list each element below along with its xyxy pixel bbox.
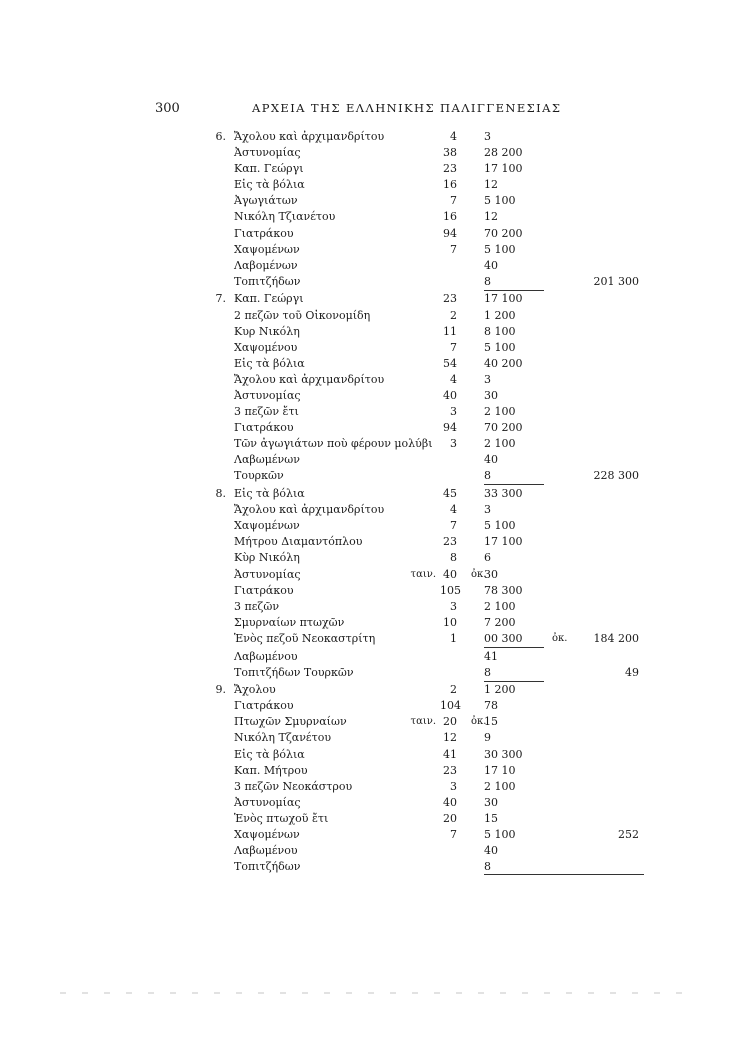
quantity: 3	[450, 405, 457, 419]
running-title: ΑΡΧΕΙΑ ΤΗΣ ΕΛΛΗΝΙΚΗΣ ΠΑΛΙΓΓΕΝΕΣΙΑΣ	[252, 101, 562, 115]
entry-name: Καπ. Μήτρου	[234, 763, 308, 777]
quantity: 94	[443, 226, 457, 240]
amount: 00 300	[484, 631, 544, 648]
entry-number: 6.	[215, 130, 226, 143]
amount: 3	[484, 503, 491, 517]
amount: 7 200	[484, 615, 516, 629]
amount: 40	[484, 844, 498, 858]
amount: 30 300	[484, 747, 523, 761]
amount: 5 100	[484, 519, 516, 533]
quantity: 7	[450, 242, 457, 256]
entry-name: Εἰς τὰ βόλια	[234, 178, 305, 192]
entry-name: Τοπιτζήδων	[234, 860, 301, 874]
entry-name: Καπ. Γεώργι	[234, 292, 304, 306]
amount: 15	[484, 811, 498, 825]
amount: 8	[484, 665, 544, 682]
quantity: 23	[443, 535, 457, 549]
quantity: 105	[440, 583, 461, 597]
quantity: 4	[450, 503, 457, 517]
ledger-row	[0, 274, 744, 290]
ledger-row	[0, 356, 744, 372]
ledger-row	[0, 795, 744, 811]
entry-name: Κὺρ Νικόλη	[234, 551, 300, 565]
ledger-row	[0, 209, 744, 225]
ledger-row	[0, 420, 744, 436]
amount: 2 100	[484, 599, 516, 613]
amount: 28 200	[484, 146, 523, 160]
ledger-row	[0, 859, 744, 875]
ledger-row	[0, 714, 744, 730]
ledger-row	[0, 502, 744, 518]
amount: 12	[484, 178, 498, 192]
quantity: 2	[450, 683, 457, 697]
entry-name: Ἑνὸς πεζοῦ Νεοκαστρίτη	[234, 631, 376, 645]
entry-name: Λαβομένων	[234, 258, 298, 272]
entry-name: Γιατράκου	[234, 421, 294, 435]
ledger-row	[0, 682, 744, 698]
amount: 78 300	[484, 583, 523, 597]
quantity: 7	[450, 519, 457, 533]
quantity: 8	[450, 551, 457, 565]
ledger-row	[0, 747, 744, 763]
amount: 78	[484, 699, 498, 713]
quantity: 45	[443, 487, 457, 501]
entry-name: Ἀστυνομίας	[234, 146, 301, 160]
quantity: 1	[450, 631, 457, 645]
ledger-table	[0, 129, 744, 875]
entry-name: Χαψομένων	[234, 828, 300, 842]
amount: 9	[484, 731, 491, 745]
entry-name: 3 πεζῶν Νεοκάστρου	[234, 779, 353, 793]
entry-name: Κυρ Νικόλη	[234, 324, 300, 338]
ledger-row	[0, 372, 744, 388]
subtotal: 49	[625, 665, 639, 679]
amount: 70 200	[484, 421, 523, 435]
ledger-row	[0, 291, 744, 307]
amount: 70 200	[484, 226, 523, 240]
quantity: 11	[443, 324, 457, 338]
quantity: 7	[450, 194, 457, 208]
amount: 3	[484, 372, 491, 386]
ledger-row	[0, 308, 744, 324]
ledger-row	[0, 811, 744, 827]
subtotal: 228 300	[593, 469, 639, 483]
quantity: 16	[443, 210, 457, 224]
ledger-row	[0, 177, 744, 193]
ledger-row	[0, 436, 744, 452]
amount: 2 100	[484, 405, 516, 419]
entry-name: Λαβωμένου	[234, 844, 298, 858]
amount: 2 100	[484, 779, 516, 793]
quantity: 16	[443, 178, 457, 192]
ledger-row	[0, 161, 744, 177]
amount: 8	[484, 468, 544, 485]
unit-note: ὀκ.	[471, 716, 487, 728]
amount: 2 100	[484, 437, 516, 451]
page-number: 300	[155, 101, 180, 116]
entry-name: Γιατράκου	[234, 226, 294, 240]
amount: 5 100	[484, 194, 516, 208]
entry-name: Τοπιτζήδων	[234, 274, 301, 288]
ledger-row	[0, 129, 744, 145]
ledger-row	[0, 583, 744, 599]
quantity: 7	[450, 340, 457, 354]
amount: 15	[484, 715, 498, 729]
ledger-row	[0, 779, 744, 795]
ledger-row	[0, 518, 744, 534]
entry-name: Εἰς τὰ βόλια	[234, 747, 305, 761]
amount: 40	[484, 258, 498, 272]
ledger-row	[0, 388, 744, 404]
unit-note: ὀκ.	[471, 568, 487, 580]
amount: 8	[484, 274, 544, 291]
amount: 40 200	[484, 356, 523, 370]
entry-name: Λαβωμένων	[234, 453, 300, 467]
quantity: 38	[443, 146, 457, 160]
quantity: 12	[443, 731, 457, 745]
entry-number: 8.	[215, 487, 226, 501]
ledger-row	[0, 452, 744, 468]
quantity: 4	[450, 130, 457, 143]
entry-name: Χαψομένων	[234, 519, 300, 533]
entry-name: Νικόλη Τζανέτου	[234, 731, 332, 745]
ledger-row	[0, 226, 744, 242]
entry-name: Χαψομένου	[234, 340, 298, 354]
entry-name: 3 πεζῶν	[234, 599, 280, 613]
entry-name: Γιατράκου	[234, 699, 294, 713]
amount: 17 100	[484, 292, 523, 306]
entry-name: Εἰς τὰ βόλια	[234, 487, 305, 501]
ledger-row	[0, 665, 744, 681]
ledger-row	[0, 242, 744, 258]
amount: 40	[484, 453, 498, 467]
quantity: 23	[443, 763, 457, 777]
ledger-row	[0, 404, 744, 420]
scan-artifact-line	[60, 992, 690, 994]
ledger-row	[0, 843, 744, 859]
quantity: 10	[443, 615, 457, 629]
amount: 12	[484, 210, 498, 224]
quantity: 40	[443, 795, 457, 809]
entry-name: Ἄχολου καὶ ἀρχιμανδρίτου	[234, 130, 385, 143]
amount: 8 100	[484, 324, 516, 338]
quantity: 54	[443, 356, 457, 370]
entry-name: Ἄχολου	[234, 683, 276, 697]
entry-name: Εἰς τὰ βόλια	[234, 356, 305, 370]
entry-name: Χαψομένων	[234, 242, 300, 256]
amount: 8	[484, 860, 491, 874]
ledger-row	[0, 534, 744, 550]
entry-name: Τῶν ἀγωγιάτων ποὺ φέρουν μολύβι	[234, 437, 433, 451]
amount: 6	[484, 551, 491, 565]
ledger-row	[0, 486, 744, 502]
entry-name: Ἀγωγιάτων	[234, 194, 298, 208]
ledger-row	[0, 730, 744, 746]
quantity: 4	[450, 372, 457, 386]
entry-name: 2 πεζῶν τοῦ Οἰκονομίδη	[234, 308, 371, 322]
quantity: 3	[450, 779, 457, 793]
entry-name: 3 πεζῶν ἔτι	[234, 405, 299, 419]
amount: 5 100	[484, 242, 516, 256]
ledger-row	[0, 615, 744, 631]
ledger-row	[0, 340, 744, 356]
ledger-row	[0, 468, 744, 484]
entry-name: Λαβωμένου	[234, 649, 298, 663]
quantity: 2	[450, 308, 457, 322]
quantity: 3	[450, 599, 457, 613]
ledger-row	[0, 698, 744, 714]
quantity: 94	[443, 421, 457, 435]
quantity: 23	[443, 162, 457, 176]
amount: 3	[484, 130, 491, 143]
quantity: 41	[443, 747, 457, 761]
subtotal: 201 300	[593, 274, 639, 288]
quantity: 20	[443, 811, 457, 825]
entry-name: Γιατράκου	[234, 583, 294, 597]
ledger-row	[0, 324, 744, 340]
amount: 33 300	[484, 487, 523, 501]
ledger-row	[0, 649, 744, 665]
unit-note: ὀκ.	[552, 632, 568, 644]
unit-note: ταιν.	[410, 568, 436, 580]
ledger-row	[0, 193, 744, 209]
ledger-row	[0, 631, 744, 647]
subtotal: 184 200	[593, 631, 639, 645]
entry-name: Μήτρου Διαμαντόπλου	[234, 535, 363, 549]
quantity: 20	[443, 715, 457, 729]
ledger-row	[0, 550, 744, 566]
entry-name: Ἄχολου καὶ ἀρχιμανδρίτου	[234, 372, 385, 386]
ledger-row	[0, 599, 744, 615]
amount: 30	[484, 389, 498, 402]
entry-name: Ἀστυνομίας	[234, 795, 301, 809]
amount: 17 100	[484, 535, 523, 549]
subtotal: 252	[618, 828, 639, 842]
entry-name: Σμυρναίων πτωχῶν	[234, 615, 345, 629]
entry-name: Πτωχῶν Σμυρναίων	[234, 715, 347, 729]
entry-name: Τουρκῶν	[234, 469, 284, 483]
quantity: 7	[450, 828, 457, 842]
quantity: 40	[443, 389, 457, 402]
entry-name: Τοπιτζήδων Τουρκῶν	[234, 665, 354, 679]
quantity: 23	[443, 292, 457, 306]
quantity: 40	[443, 567, 457, 581]
ledger-row	[0, 145, 744, 161]
entry-number: 9.	[215, 683, 226, 697]
entry-name: Ἑνὸς πτωχοῦ ἔτι	[234, 811, 329, 825]
amount: 17 10	[484, 763, 516, 777]
amount: 30	[484, 567, 498, 581]
sum-rule	[484, 874, 644, 875]
amount: 30	[484, 795, 498, 809]
amount: 1 200	[484, 308, 516, 322]
amount: 17 100	[484, 162, 523, 176]
amount: 1 200	[484, 683, 516, 697]
entry-name: Ἀστυνομίας	[234, 567, 301, 581]
entry-name: Καπ. Γεώργι	[234, 162, 304, 176]
ledger-row	[0, 763, 744, 779]
entry-name: Νικόλη Τζιανέτου	[234, 210, 336, 224]
amount: 41	[484, 649, 498, 663]
ledger-row	[0, 827, 744, 843]
unit-note: ταιν.	[410, 716, 436, 728]
ledger-row	[0, 258, 744, 274]
entry-name: Ἀστυνομίας	[234, 389, 301, 402]
entry-name: Ἄχολου καὶ ἀρχιμανδρίτου	[234, 503, 385, 517]
ledger-row	[0, 567, 744, 583]
quantity: 104	[440, 699, 461, 713]
entry-number: 7.	[215, 292, 226, 306]
amount: 5 100	[484, 340, 516, 354]
quantity: 3	[450, 437, 457, 451]
amount: 5 100	[484, 828, 516, 842]
